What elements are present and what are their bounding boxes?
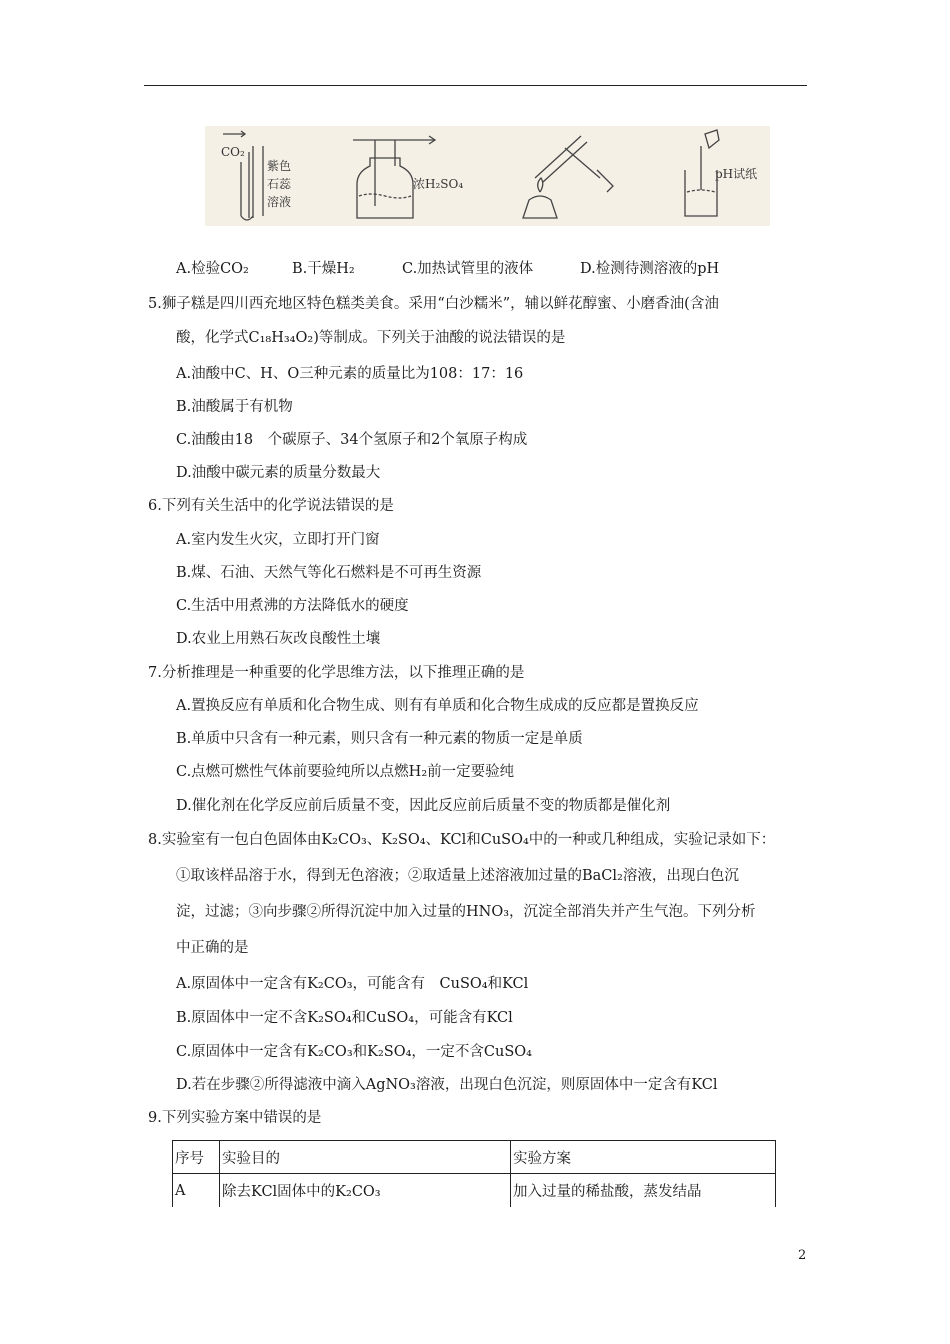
- q8-option-a: A.原固体中一定含有K₂CO₃，可能含有 CuSO₄和KCl: [176, 976, 529, 992]
- q8-stem-line2: ①取该样品溶于水，得到无色溶液；②取适量上述溶液加过量的BaCl₂溶液，出现白色沉: [176, 868, 739, 884]
- q7-option-c: C.点燃可燃性气体前要验纯所以点燃H₂前一定要验纯: [176, 764, 515, 780]
- table-cell: 除去KCl固体中的K₂CO₃: [220, 1174, 511, 1208]
- q8-stem-line3: 淀，过滤；③向步骤②所得沉淀中加入过量的HNO₃，沉淀全部消失并产生气泡。下列分析: [176, 904, 756, 920]
- q4-options: [176, 259, 719, 279]
- table-cell: 加入过量的稀盐酸，蒸发结晶: [511, 1174, 776, 1208]
- ph-paper-label: pH试纸: [715, 167, 758, 181]
- q5-option-c: C.油酸由18 个碳原子、34个氢原子和2个氧原子构成: [176, 432, 528, 448]
- q4-option-a: A.检验CO₂: [176, 261, 249, 277]
- q6-stem: 6.下列有关生活中的化学说法错误的是: [148, 498, 394, 514]
- q5-option-a: A.油酸中C、H、O三种元素的质量比为108：17：16: [176, 366, 524, 382]
- q7-stem: 7.分析推理是一种重要的化学思维方法，以下推理正确的是: [148, 665, 525, 681]
- litmus-label-1: 紫色: [267, 159, 292, 173]
- page-number: 2: [798, 1248, 807, 1263]
- table-header-cell: 序号: [173, 1141, 220, 1174]
- q8-stem-line1: 8.实验室有一包白色固体由K₂CO₃、K₂SO₄、KCl和CuSO₄中的一种或几种组成，实验记录如下：: [148, 832, 776, 848]
- heating-tube-burner: [523, 136, 613, 218]
- table-header-cell: 实验方案: [511, 1141, 776, 1174]
- apparatus-figure: [205, 126, 770, 226]
- q7-option-b: B.单质中只含有一种元素，则只含有一种元素的物质一定是单质: [176, 731, 583, 747]
- table-row: [173, 1174, 776, 1208]
- header-rule: [144, 85, 807, 86]
- q5-option-b: B.油酸属于有机物: [176, 399, 293, 415]
- q6-option-a: A.室内发生火灾，立即打开门窗: [176, 532, 380, 548]
- beaker-ph-paper: [685, 130, 719, 216]
- q8-option-d: D.若在步骤②所得滤液中滴入AgNO₃溶液，出现白色沉淀，则原固体中一定含有KCl: [176, 1077, 718, 1093]
- apparatus-drawing: [205, 126, 770, 226]
- q5-stem-line2: 酸，化学式C₁₈H₃₄O₂)等制成。下列关于油酸的说法错误的是: [176, 330, 566, 346]
- q6-option-c: C.生活中用煮沸的方法降低水的硬度: [176, 598, 409, 614]
- q7-option-a: A.置换反应有单质和化合物生成、则有有单质和化合物生成成的反应都是置换反应: [176, 698, 699, 714]
- q8-option-c: C.原固体中一定含有K₂CO₃和K₂SO₄，一定不含CuSO₄: [176, 1044, 532, 1060]
- q4-option-c: C.加热试管里的液体: [402, 261, 534, 277]
- q8-option-b: B.原固体中一定不含K₂SO₄和CuSO₄，可能含有KCl: [176, 1010, 513, 1026]
- table-header-cell: 实验目的: [220, 1141, 511, 1174]
- q9-plan-table: [172, 1140, 776, 1207]
- q5-option-d: D.油酸中碳元素的质量分数最大: [176, 465, 381, 481]
- sulfuric-acid-label: 浓H₂SO₄: [413, 177, 464, 191]
- table-header-row: [173, 1141, 776, 1174]
- q9-stem: 9.下列实验方案中错误的是: [148, 1110, 322, 1126]
- table-cell: A: [173, 1174, 220, 1208]
- q4-option-b: B.干燥H₂: [292, 261, 355, 277]
- litmus-label-3: 溶液: [267, 195, 292, 209]
- q6-option-b: B.煤、石油、天然气等化石燃料是不可再生资源: [176, 565, 482, 581]
- co2-label: CO₂: [221, 145, 245, 159]
- q7-option-d: D.催化剂在化学反应前后质量不变，因此反应前后质量不变的物质都是催化剂: [176, 798, 671, 814]
- q5-stem-line1: 5.狮子糕是四川西充地区特色糕类美食。采用“白沙糯米”，辅以鲜花醇蜜、小磨香油(含油: [148, 296, 719, 312]
- q6-option-d: D.农业上用熟石灰改良酸性土壤: [176, 631, 381, 647]
- litmus-label-2: 石蕊: [267, 177, 292, 191]
- q4-option-d: D.检测待测溶液的pH: [580, 261, 720, 277]
- q8-stem-line4: 中正确的是: [176, 940, 249, 956]
